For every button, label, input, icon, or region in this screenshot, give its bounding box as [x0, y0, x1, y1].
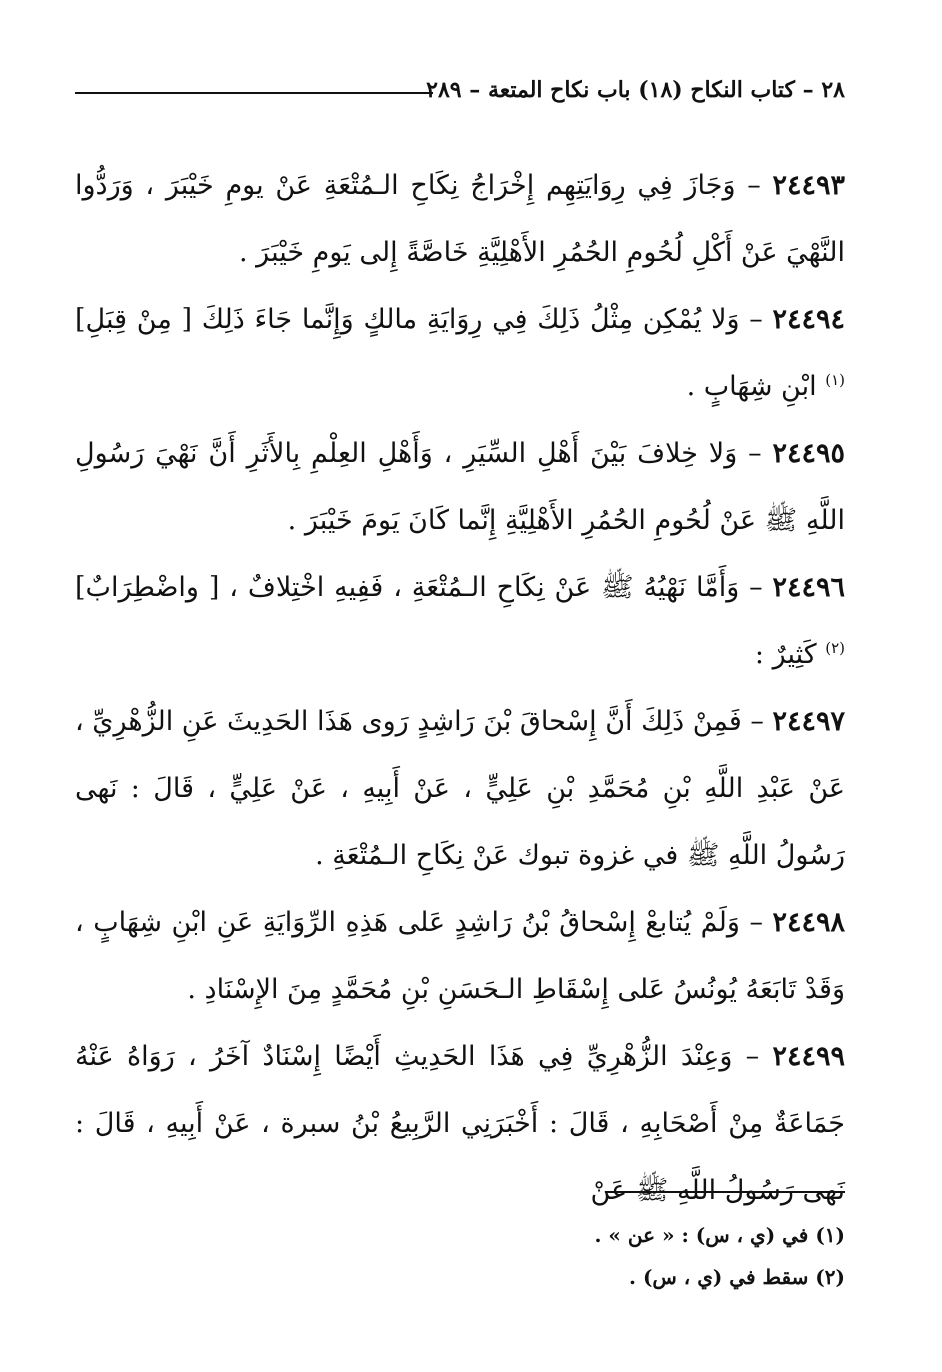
paragraph-number: ٢٤٤٩٦ — [772, 572, 845, 603]
paragraph-text: – وَأَمَّا نَهْيُهُ ﷺ عَنْ نِكَاحِ الـمُتْعَةِ ، فَفِيهِ اخْتِلافٌ ، [ واضْطِرَابٌ] — [75, 572, 773, 603]
paragraph — [75, 688, 845, 889]
paragraph-number: ٢٤٤٩٥ — [772, 438, 845, 469]
paragraph-text: – وَعِنْدَ الزُّهْرِيِّ فِي هَذَا الحَدِيثِ أَيْضًا إِسْنَادٌ آخَرُ ، رَوَاهُ عَنْهُ جَمَاعَةٌ مِنْ أَصْحَابِهِ ، قَالَ : أَخْبَرَنِي الرَّبِيعُ بْنُ سبرة ، عَنْ أَبِيهِ ، قَالَ : نَهى رَسُولُ اللَّهِ ﷺ عَنْ — [75, 1041, 845, 1206]
paragraph-number: ٢٤٤٩٨ — [772, 907, 845, 938]
paragraph-text: – وَلا يُمْكِن مِثْلُ ذَلِكَ فِي رِوَايَةِ مالكٍ وَإِنَّما جَاءَ ذَلِكَ [ مِنْ قِبَلِ] — [75, 304, 773, 335]
paragraph-number: ٢٤٤٩٧ — [772, 706, 846, 737]
footnote: (٢) سقط في (ي ، س) . — [629, 1265, 845, 1289]
paragraph — [75, 554, 845, 688]
page-header — [75, 70, 845, 110]
paragraph — [75, 152, 845, 286]
paragraph-text: – وَجَازَ فِي رِوَايَتِهِم إِخْرَاجُ نِكَاحِ الـمُتْعَةِ عَنْ يومِ خَيْبَرَ ، وَرَدُّوا النَّهْيَ عَنْ أَكْلِ لُحُومِ الحُمُرِ الأَهْلِيَّةِ خَاصَّةً إِلى يَومِ خَيْبَرَ . — [75, 170, 845, 268]
paragraph-tail: كَثِيرٌ : — [754, 639, 826, 670]
footnote: (١) في (ي ، س) : « عن » . — [594, 1223, 845, 1247]
body-text — [75, 152, 845, 1224]
running-title: ٢٨ – كتاب النكاح (١٨) باب نكاح المتعة – ٢٨٩ — [426, 77, 845, 103]
paragraph-text: – فَمِنْ ذَلِكَ أَنَّ إِسْحاقَ بْنَ رَاشِدٍ رَوى هَذَا الحَدِيثَ عَنِ الزُّهْرِيِّ ، عَنْ عَبْدِ اللَّهِ بْنِ مُحَمَّدِ بْنِ عَلِيٍّ ، عَنْ أَبِيهِ ، عَنْ عَلِيٍّ ، قَالَ : نَهى رَسُولُ اللَّهِ ﷺ في غزوة تبوك عَنْ نِكَاحِ الـمُتْعَةِ . — [75, 706, 845, 871]
footnotes — [145, 1214, 845, 1298]
paragraph-text: – وَلا خِلافَ بَيْنَ أَهْلِ السِّيَرِ ، وَأَهْلِ العِلْمِ بِالأَثَرِ أَنَّ نَهْيَ رَسُولِ اللَّهِ ﷺ عَنْ لُحُومِ الحُمُرِ الأَهْلِيَّةِ إِنَّما كَانَ يَومَ خَيْبَرَ . — [75, 438, 845, 536]
paragraph-text: – وَلَمْ يُتابعْ إِسْحاقُ بْنُ رَاشِدٍ عَلى هَذِهِ الرِّوَايَةِ عَنِ ابْنِ شِهَابٍ ، وَقَدْ تَابَعَهُ يُونُسُ عَلى إِسْقَاطِ الـحَسَنِ بْنِ مُحَمَّدٍ مِنَ الإِسْنَادِ . — [75, 907, 845, 1005]
paragraph — [75, 420, 845, 554]
paragraph — [75, 889, 845, 1023]
footnote-marker: (١) — [825, 371, 845, 389]
paragraph — [75, 286, 845, 420]
paragraph-number: ٢٤٤٩٩ — [772, 1041, 845, 1072]
paragraph-number: ٢٤٤٩٣ — [772, 170, 845, 201]
paragraph-tail: ابْنِ شِهَابٍ . — [686, 371, 826, 402]
paragraph — [75, 1023, 845, 1224]
paragraph-number: ٢٤٤٩٤ — [772, 304, 845, 335]
footnote-marker: (٢) — [825, 639, 845, 657]
header-rule — [75, 92, 433, 94]
footnote-rule — [605, 1191, 845, 1193]
